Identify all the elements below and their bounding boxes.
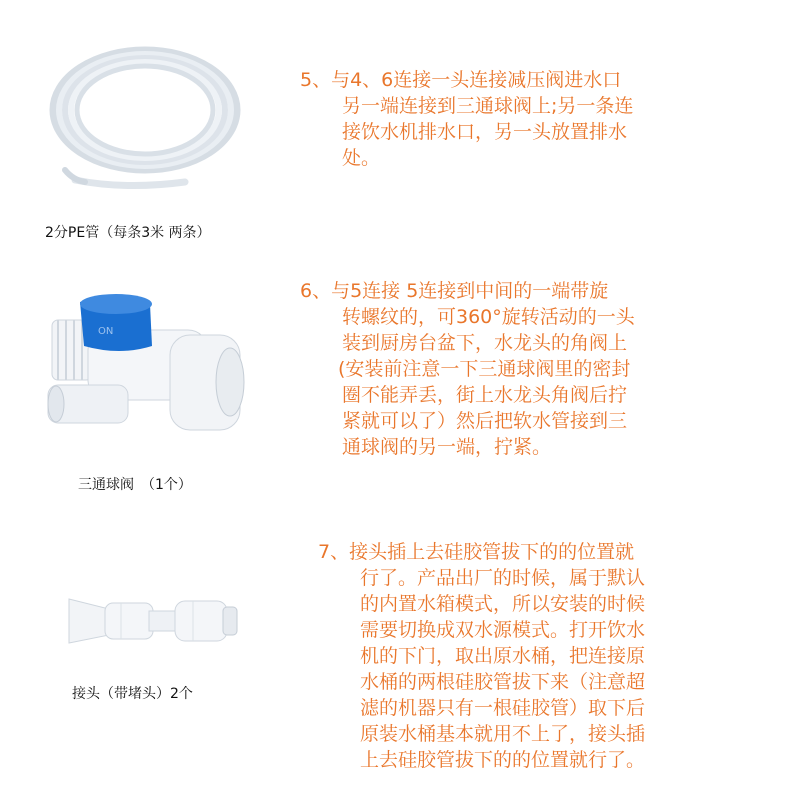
step-6-line: 通球阀的另一端，拧紧。 [342, 436, 552, 458]
svg-text:ON: ON [98, 326, 114, 337]
step-5-line: 另一端连接到三通球阀上;另一条连 [342, 95, 634, 117]
step-6-line: 装到厨房台盆下，水龙头的角阀上 [342, 332, 628, 354]
step-5-text [300, 67, 633, 171]
step-7-line: 滤的机器只有一根硅胶管）取下后 [360, 697, 646, 719]
step-7-line: 上去硅胶管拔下的的位置就行了。 [360, 749, 646, 771]
step-6-line: 转螺纹的，可360°旋转活动的一头 [342, 306, 635, 328]
step-7-text [318, 539, 645, 773]
step-7-line: 原装水桶基本就用不上了，接头插 [360, 723, 646, 745]
step-5-line: 处。 [342, 147, 381, 169]
step-6-line: 6、与5连接 5连接到中间的一端带旋 [300, 280, 609, 302]
connector-image [65, 585, 245, 655]
ball-valve-image [40, 290, 250, 455]
step-7-line: 水桶的两根硅胶管拔下来（注意超 [360, 671, 646, 693]
step-7-line: 7、接头插上去硅胶管拔下的的位置就 [318, 541, 635, 563]
step-7-line: 需要切换成双水源模式。打开饮水 [360, 619, 646, 641]
step-5-line: 接饮水机排水口，另一头放置排水 [342, 121, 628, 143]
step-5-line: 5、与4、6连接一头连接减压阀进水口 [300, 69, 622, 91]
step-7-line: 机的下门，取出原水桶，把连接原 [360, 645, 646, 667]
pe-tube-image [45, 30, 245, 200]
ball-valve-caption: 三通球阀 （1个） [78, 477, 192, 493]
step-6-text [300, 278, 635, 460]
step-7-line: 的内置水箱模式，所以安装的时候 [360, 593, 646, 615]
connector-caption: 接头（带堵头）2个 [72, 686, 193, 702]
step-6-line: (安装前注意一下三通球阀里的密封 [338, 358, 631, 380]
step-7-line: 行了。产品出厂的时候，属于默认 [360, 567, 646, 589]
pe-tube-caption: 2分PE管（每条3米 两条） [45, 225, 211, 241]
step-6-line: 圈不能弄丢，街上水龙头角阀后拧 [342, 384, 628, 406]
step-6-line: 紧就可以了）然后把软水管接到三 [342, 410, 628, 432]
